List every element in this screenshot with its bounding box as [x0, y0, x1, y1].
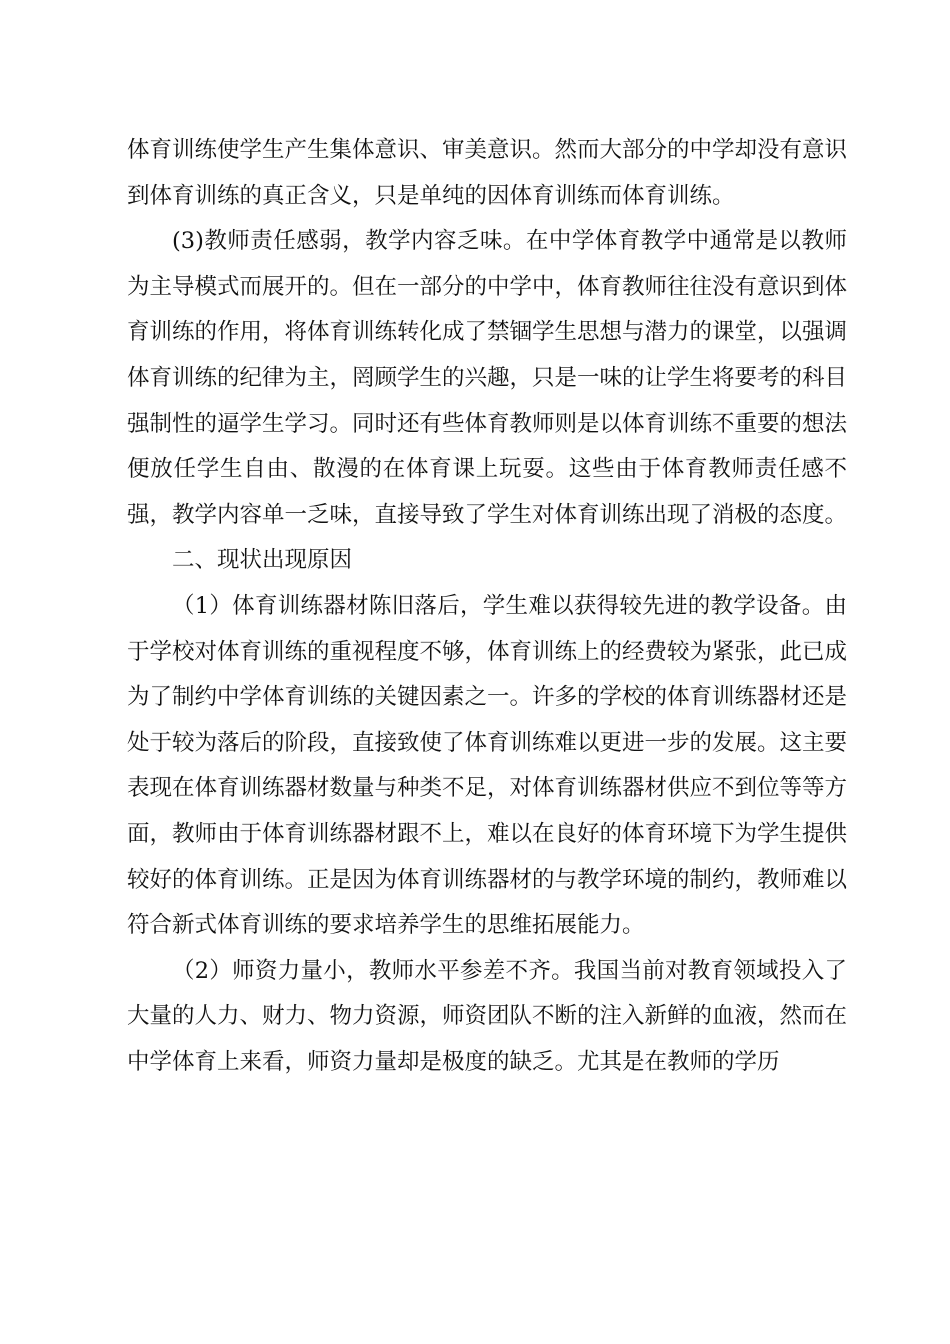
paragraph-teaching-staff: （2）师资力量小，教师水平参差不齐。我国当前对教育领域投入了大量的人力、财力、物力资源，师资团队不断的注入新鲜的血液，然而在中学体育上来看，师资力量却是极度的缺乏。尤其是在教师的学历	[127, 957, 848, 1075]
section-heading-causes: 二、现状出现原因	[172, 547, 353, 574]
document-body	[127, 128, 847, 1085]
paragraph-teacher-responsibility: (3)教师责任感弱，教学内容乏味。在中学体育教学中通常是以教师为主导模式而展开的。但在一部分的中学中，体育教师往往没有意识到体育训练的作用，将体育训练转化成了禁锢学生思想与潜力的课堂，以强调体育训练的纪律为主，罔顾学生的兴趣，只是一味的让学生将要考的科目强制性的逼学生学习。同时还有些体育教师则是以体育训练不重要的想法便放任学生自由、散漫的在体育课上玩耍。这些由于体育教师责任感不强，教学内容单一乏味，直接导致了学生对体育训练出现了消极的态度。	[127, 228, 848, 528]
paragraph-equipment: （1）体育训练器材陈旧落后，学生难以获得较先进的教学设备。由于学校对体育训练的重视程度不够，体育训练上的经费较为紧张，此已成为了制约中学体育训练的关键因素之一。许多的学校的体育训练器材还是处于较为落后的阶段，直接致使了体育训练难以更进一步的发展。这主要表现在体育训练器材数量与种类不足，对体育训练器材供应不到位等等方面，教师由于体育训练器材跟不上，难以在良好的体育环境下为学生提供较好的体育训练。正是因为体育训练器材的与教学环境的制约，教师难以符合新式体育训练的要求培养学生的思维拓展能力。	[127, 592, 848, 939]
paragraph-continuation: 体育训练使学生产生集体意识、审美意识。然而大部分的中学却没有意识到体育训练的真正含义，只是单纯的因体育训练而体育训练。	[127, 137, 848, 209]
